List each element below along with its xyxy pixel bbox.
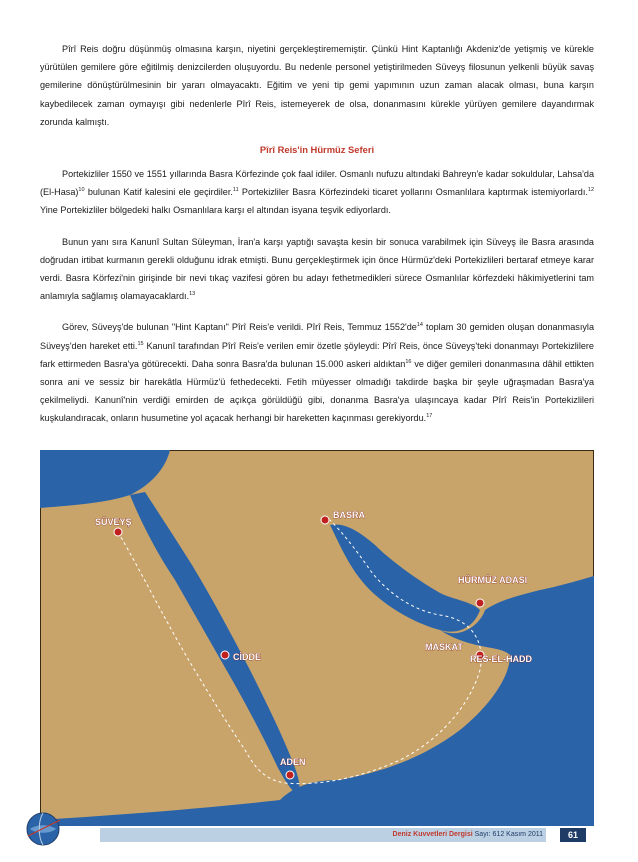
text: Yine Portekizliler bölgedeki halkı Osmanlılara karşı el altından isyana teşvik ediyorlardı. [40, 205, 391, 216]
text: ve diğer gemileri donanmasına dâhil ettikten sonra ani ve sessiz bir harekâtla Hürmüz'ü fethedecekti. Fetih müyesser olmadığı takdirde başka bir şeyle uğraşmadan Basra'ya çekilmeliydi. Kanunî'nin verdiği emirden de açıkça görüldüğü gibi, donanma Basra'ya ulaşıncaya kadar Pîrî Reis'in Portekizlileri kuşkulandıracak, onların husumetine yol açacak herhangi bir hareketten kaçınması gerekiyordu. [40, 358, 594, 424]
label-suveys: SÜVEYŞ [95, 517, 132, 527]
label-aden: ADEN [280, 757, 306, 767]
text: Görev, Süveyş'de bulunan "Hint Kaptanı" Pîrî Reis'e verildi. Pîrî Reis, Temmuz 1552'de [62, 322, 417, 333]
label-maskat: MASKAT [425, 642, 463, 652]
paragraph-2 [40, 165, 594, 220]
text: bulunan Katif kalesini ele geçirdiler. [84, 187, 233, 198]
label-hurmuz: HÜRMÜZ ADASI [458, 575, 528, 585]
text: Portekizliler Basra Körfezindeki ticaret yollarını Osmanlılara kaptırmak istemiyorlardı. [238, 187, 588, 198]
text: Portekizliler 1550 ve 1551 yıllarında Basra Körfezinde çok faal idiler. Osmanlı nufuzu altındaki Bahreyn'e kadar sokuldular, Lahsa'da (El-Hasa) [40, 169, 594, 198]
footnote-ref: 12 [587, 187, 595, 194]
label-cidde: CİDDE [233, 652, 262, 662]
marker-suveys [114, 528, 122, 536]
footnote-ref: 17 [426, 413, 433, 420]
paragraph-4 [40, 318, 594, 427]
footer-journal [393, 829, 543, 841]
page-number: 61 [560, 828, 586, 842]
footnote-ref: 11 [232, 187, 239, 194]
footnote-ref: 13 [189, 291, 196, 298]
marker-aden [286, 771, 294, 779]
marker-hurmuz [476, 599, 484, 607]
paragraph-1: Pîrî Reis doğru düşünmüş olmasına karşın, niyetini gerçekleştirememiştir. Çünkü Hint Kaptanlığı Akdeniz'de yetişmiş ve kürekle yürütülen gemilere göre eğitilmiş denizcilerden oluşuyordu. Bu nedenle personel yetiştirilmeden Süveyş filosunun yelkenli büyük savaş gemilerine dönüştürülmesinin bir yararı olmayacaktı. Eğitim ve yeni tip gemi yapımının uzun zaman alacak olması, buna karşın kaybedilecek zaman oymayışı gibi nedenlerle Pîrî Reis, istemeyerek de olsa, donanmasını kürekle yürüyen gemilere dayandırmak zorunda kalmıştı. [40, 44, 594, 127]
label-basra: BASRA [333, 510, 366, 520]
text: Kanunî tarafından Pîrî Reis'e verilen emir özetle şöyleydi: Pîrî Reis, önce Süveyş'teki donanmayı Portekizlilere fark ettirmeden Basra'ya götürecekti. Daha sonra Basra'da bulunan 15.000 askeri aldıktan [40, 340, 594, 369]
footnote-ref: 10 [78, 187, 85, 194]
text: Bunun yanı sıra Kanunî Sultan Süleyman, İran'a karşı yaptığı savaşta kesin bir sonuca varabilmek için Süveyş ile Basra arasında doğrudan irtibat kurmanın gerekli olduğunu idrak etmişti. Bunu gerçekleştirmek için önce Hürmüz'deki Portekizlileri bertaraf etmeye karar verdi. Basra Körfezi'nin girişinde bir nevi tıkaç vazifesi gören bu adayı fethetmedikleri sürece Osmanlılar körfezdeki hâkimiyetlerini tam anlamıyla sağlamış olamayacaklardı. [40, 236, 594, 302]
label-reselhad: RES-EL-HADD [470, 654, 532, 664]
globe-logo-icon [20, 806, 66, 852]
marker-basra [321, 516, 329, 524]
page-footer [0, 828, 638, 862]
footnote-ref: 15 [137, 340, 144, 347]
journal-name: Deniz Kuvvetleri Dergisi [392, 831, 473, 838]
text: toplam 30 gemiden oluşan donanmasıyla Süveyş'den hareket etti. [40, 322, 594, 351]
footnote-ref: 16 [405, 358, 412, 365]
section-title: Pîrî Reis'in Hürmüz Seferi [259, 144, 375, 156]
footnote-ref: 14 [416, 322, 423, 329]
marker-cidde [221, 651, 229, 659]
paragraph-3 [40, 233, 594, 306]
article-body [40, 40, 594, 441]
issue-info: Sayı: 612 Kasım 2011 [474, 831, 543, 838]
map-svg [40, 450, 594, 826]
route-map [40, 450, 594, 826]
